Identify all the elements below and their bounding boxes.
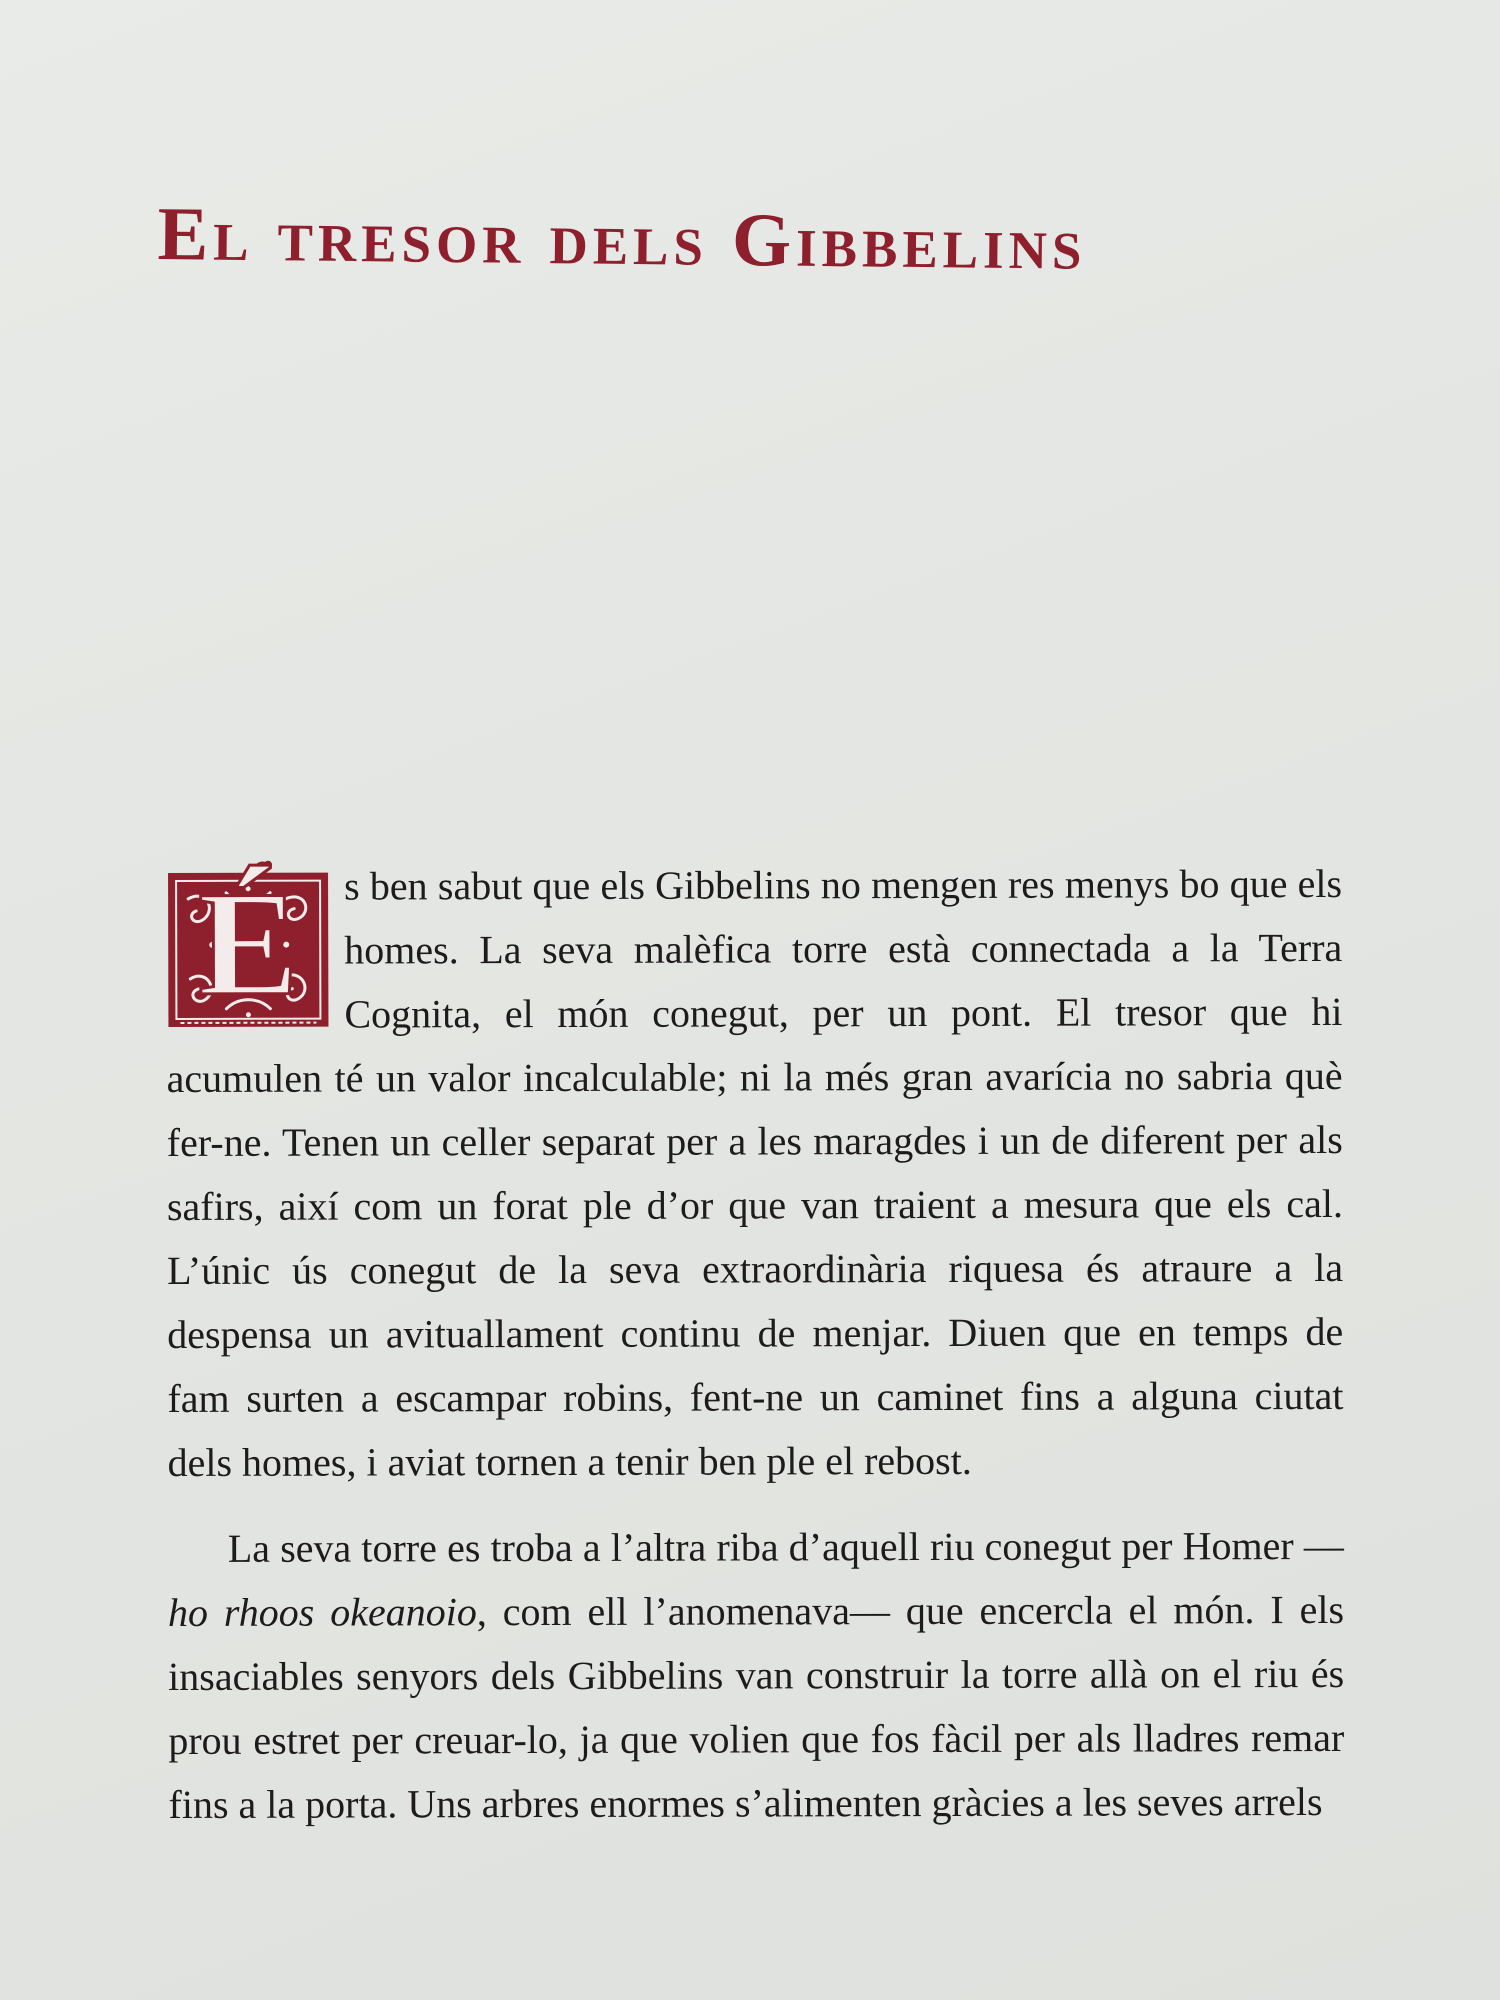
illuminated-initial-ornament (166, 859, 330, 1029)
floral-ornament-icon (166, 859, 330, 1029)
chapter-title: El tresor dels Gibbelins (157, 192, 1087, 286)
paragraph-1 (166, 852, 1344, 1495)
paragraph-1-text: s ben sabut que els Gibbelins no mengen res menys bo que els homes. La seva malèfica torre està connectada a la Terra Cognita, el món conegut, per un pont. El tresor que hi acumulen té un valor incalculable; ni la més gran avarícia no sabria què fer-ne. Tenen un celler separat per a les maragdes i un de diferent per als safirs, així com un forat ple d’or que van traient a mesura que els cal. L’únic ús conegut de la seva extraordinària riquesa és atraure a la despensa un avituallament continu de menjar. Diuen que en temps de fam surten a escampar robins, fent-ne un caminet fins a alguna ciutat dels homes, i aviat tornen a tenir ben ple el rebost. (166, 860, 1344, 1485)
paragraph-2-text-start: La seva torre es troba a l’altra riba d’aquell riu conegut per Homer — (227, 1522, 1344, 1571)
paragraph-2 (168, 1514, 1345, 1837)
dropcap-letter: É (197, 860, 299, 1027)
paragraph-2-italic-quote: ho rhoos okeanoio (167, 1589, 477, 1635)
chapter-body (166, 852, 1345, 1837)
paragraph-2-text-end: , com ell l’anomenava— que encercla el món. I els insaciables senyors dels Gibbelins van construir la torre allà on el riu és prou estret per creuar-lo, ja que volien que fos fàcil per als lladres remar fins a la porta. Uns arbres enormes s’alimenten gràcies a les seves arrels (168, 1586, 1345, 1827)
